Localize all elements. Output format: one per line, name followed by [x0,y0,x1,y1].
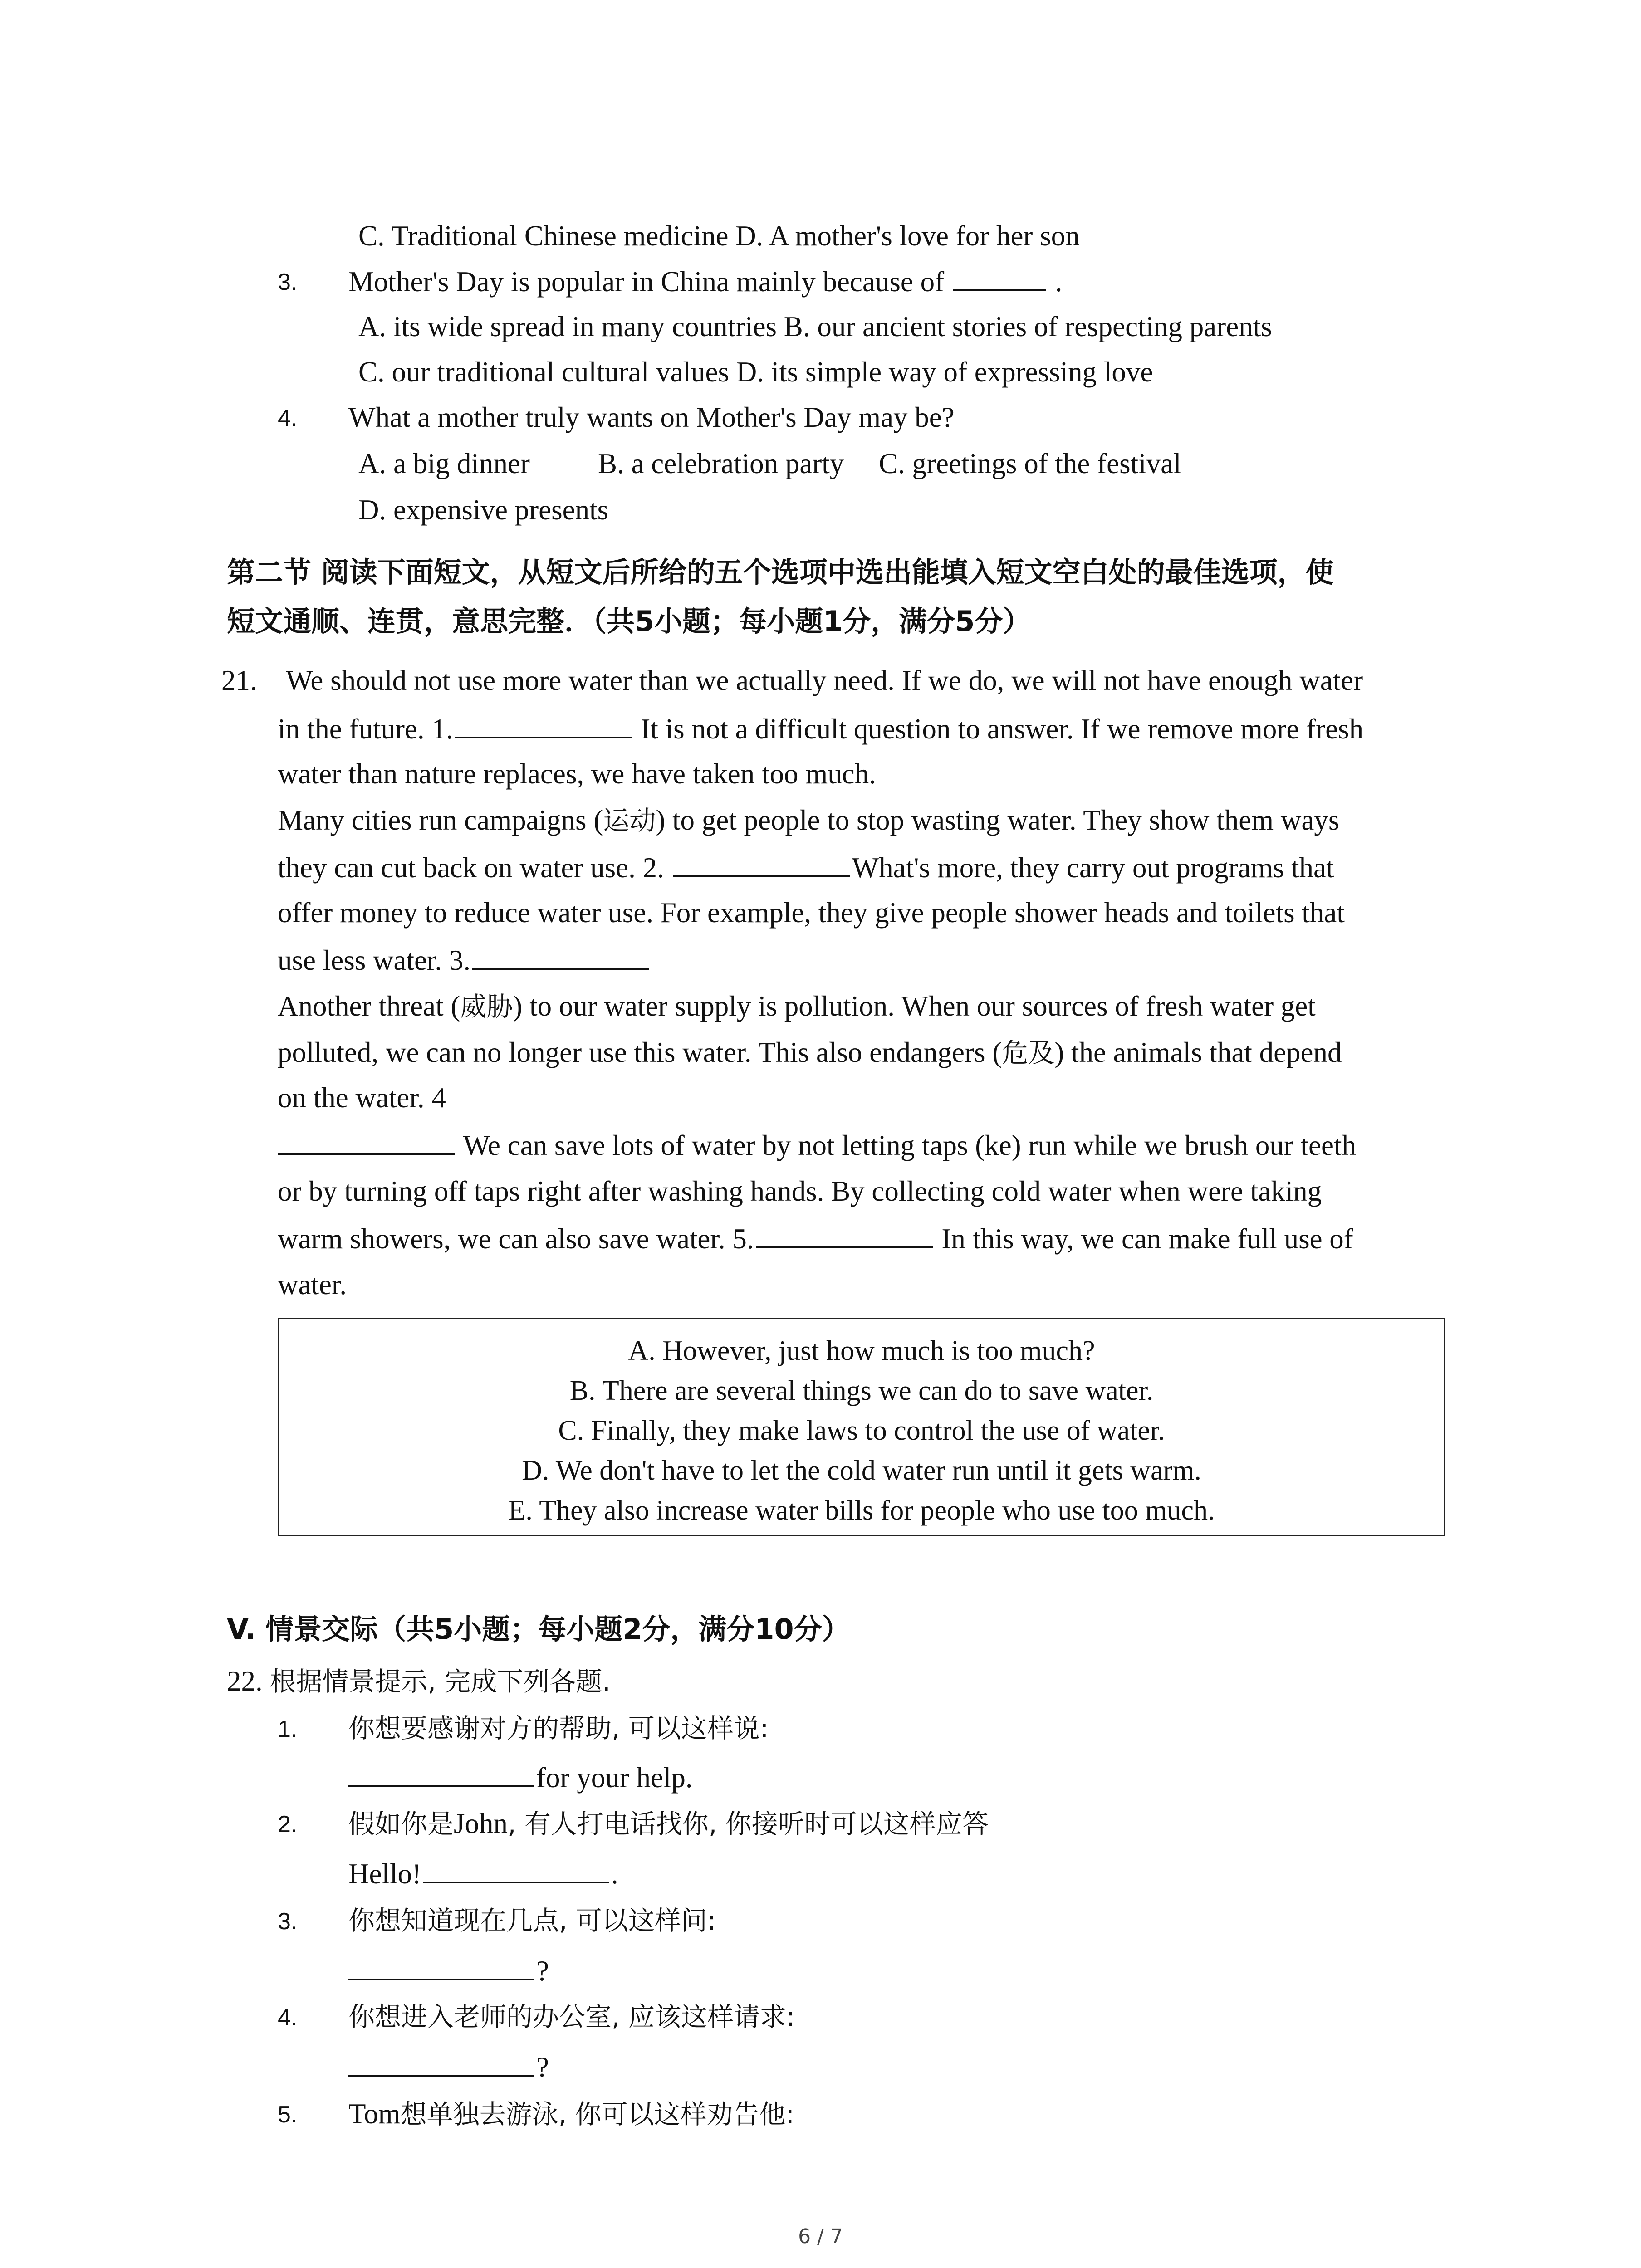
prompt-text: , 有人打电话找你, 你接听时可以这样应答 [508,1809,989,1839]
q22-item4-number: 4. [278,2004,298,2031]
answer-tail: ? [536,2051,549,2083]
q22-instruction-text: 根据情景提示, 完成下列各题. [269,1666,611,1697]
prompt-text: 想单独去游泳, 你可以这样劝告他: [400,2099,795,2130]
passage-text: What's more, they carry out programs that [852,852,1334,884]
q22-item4-prompt: 你想进入老师的办公室, 应该这样请求: [348,2001,795,2032]
answer-tail: ? [536,1955,549,1987]
q21-option-b: B. There are several things we can do to save water. [569,1375,1154,1406]
q21-option-a: A. However, just how much is too much? [628,1335,1095,1366]
section2-heading-line2: 短文通顺、连贯，意思完整．（共5小题；每小题1分，满分5分） [227,605,1031,638]
q21-p1-line3: water than nature replaces, we have taken too much. [278,758,876,790]
q21-p2-line2 [278,849,1334,886]
q22-item4-answer [348,2048,549,2085]
q20-q4-option-b: B. a celebration party [598,448,844,479]
chinese-gloss: 运动 [603,805,656,836]
q20-q4-number: 4. [278,405,298,431]
answer-blank-3[interactable] [472,942,649,970]
chinese-gloss: 威胁 [460,991,513,1022]
q22-item2-number: 2. [278,1811,298,1838]
passage-text: warm showers, we can also save water. 5. [278,1223,754,1255]
q22-instruction [227,1663,611,1700]
prompt-name: Tom [348,2098,401,2130]
page-number: 6 / 7 [798,2225,843,2248]
q20-q3-stem-text: Mother's Day is popular in China mainly because of [348,266,945,298]
passage-text: We can save lots of water by not letting taps (ke) run while we brush our teeth [463,1129,1356,1161]
answer-blank[interactable] [348,1759,534,1787]
passage-text: It is not a difficult question to answer. If we remove more fresh [641,713,1364,745]
passage-text: Many cities run campaigns ( [278,804,603,836]
q22-item2-prompt [348,1805,989,1842]
passage-text: ) to our water supply is pollution. When our sources of fresh water get [513,990,1316,1022]
q20-q4-option-a: A. a big dinner [358,448,530,479]
answer-blank-2[interactable] [673,849,850,877]
q21-options-box [278,1318,1445,1536]
q22-item2-answer [348,1855,618,1892]
q21-option-c: C. Finally, they make laws to control the use of water. [558,1415,1165,1446]
q22-item3-answer [348,1952,549,1989]
q20-q3-stem [348,263,1062,300]
q20-q4-option-d: D. expensive presents [358,494,609,526]
q21-p3-line2 [278,1034,1342,1071]
q21-p1-line1: We should not use more water than we actually need. If we do, we will not have enough water [286,665,1363,696]
answer-blank[interactable] [348,1952,534,1980]
q20-q2-options-cd: C. Traditional Chinese medicine D. A mother's love for her son [358,220,1080,252]
answer-tail: . [611,1858,618,1890]
q22-item5-number: 5. [278,2102,298,2128]
answer-blank[interactable] [423,1855,609,1883]
q20-q4-option-c: C. greetings of the festival [879,448,1181,479]
q21-p4-line4: water. [278,1269,347,1300]
q22-item1-number: 1. [278,1716,298,1742]
answer-blank-5[interactable] [756,1220,933,1248]
answer-blank-4[interactable] [278,1127,455,1155]
q21-p3-line1 [278,988,1316,1025]
q22-item1-prompt: 你想要感谢对方的帮助, 可以这样说: [348,1713,769,1744]
passage-text: ) to get people to stop wasting water. They show them ways [656,804,1340,836]
q22-item3-prompt: 你想知道现在几点, 可以这样问: [348,1905,716,1936]
section5-heading: V. 情景交际（共5小题；每小题2分，满分10分） [227,1613,850,1646]
answer-blank[interactable] [953,263,1046,291]
passage-text: use less water. 3. [278,944,471,976]
q20-q3-options-cd: C. our traditional cultural values D. its simple way of expressing love [358,356,1153,388]
q21-option-e: E. They also increase water bills for people who use too much. [508,1495,1215,1526]
prompt-text: 假如你是 [348,1809,454,1839]
q21-p1-line2 [278,710,1363,747]
answer-blank[interactable] [348,2048,534,2077]
q22-item1-answer [348,1759,693,1796]
prompt-name: John [454,1808,508,1839]
q20-q3-number: 3. [278,269,298,295]
q21-p2-line1 [278,802,1339,839]
answer-head: Hello! [348,1858,421,1890]
passage-text: In this way, we can make full use of [941,1223,1353,1255]
passage-text: Another threat ( [278,990,460,1022]
q20-q4-stem: What a mother truly wants on Mother's Day may be? [348,401,955,433]
q21-p3-line3: on the water. 4 [278,1082,446,1114]
chinese-gloss: 危及 [1002,1037,1055,1068]
passage-text: they can cut back on water use. 2. [278,852,664,884]
q21-number: 21. [221,665,257,696]
q21-p2-line4 [278,942,651,978]
section2-heading-line1: 第二节 阅读下面短文，从短文后所给的五个选项中选出能填入短文空白处的最佳选项，使 [227,556,1334,589]
q20-q3-stem-end: . [1055,266,1063,298]
q20-q3-options-ab: A. its wide spread in many countries B. our ancient stories of respecting parents [358,311,1272,342]
answer-tail: for your help. [536,1762,693,1794]
q21-p4-line3 [278,1220,1353,1257]
q22-number: 22. [227,1665,263,1697]
q22-item3-number: 3. [278,1908,298,1935]
q21-p2-line3: offer money to reduce water use. For example, they give people shower heads and toilets that [278,897,1345,929]
answer-blank-1[interactable] [455,710,632,738]
q21-p4-line1 [278,1127,1356,1163]
passage-text: polluted, we can no longer use this water. This also endangers ( [278,1036,1002,1068]
q22-item5-prompt [348,2096,794,2132]
passage-text: ) the animals that depend [1054,1036,1342,1068]
q21-option-d: D. We don't have to let the cold water run until it gets warm. [522,1455,1201,1486]
passage-text: in the future. 1. [278,713,453,745]
q21-p4-line2: or by turning off taps right after washing hands. By collecting cold water when were taking [278,1175,1322,1207]
